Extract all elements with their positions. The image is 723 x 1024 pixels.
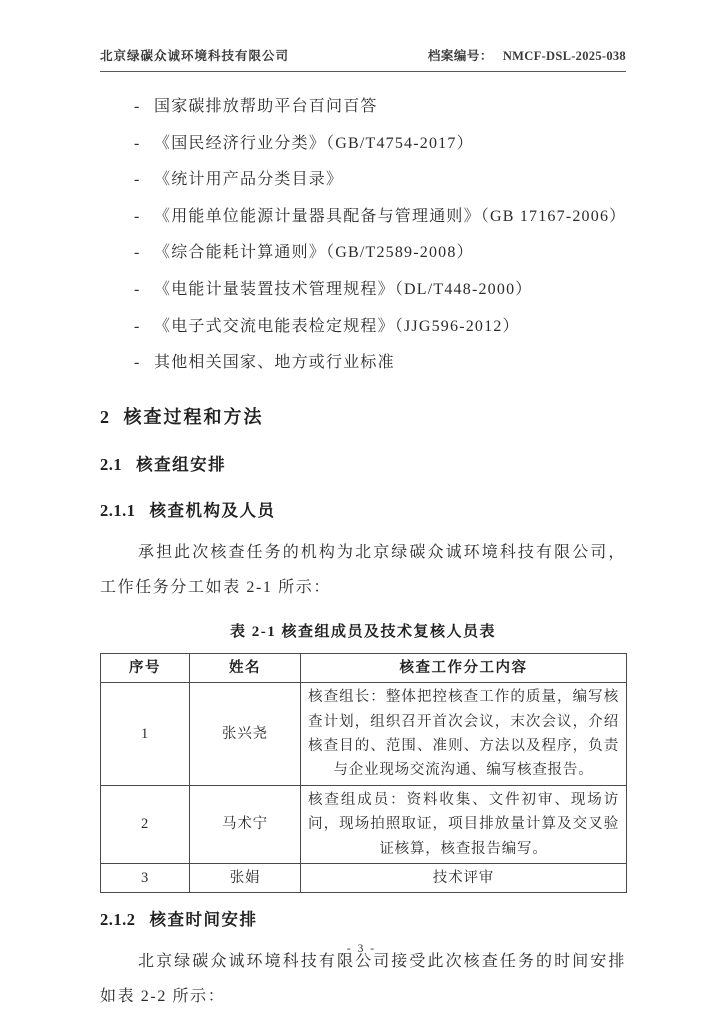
reference-item (134, 345, 626, 382)
heading-title: 核查过程和方法 (123, 406, 264, 427)
reference-item (134, 162, 626, 199)
reference-list (100, 89, 626, 382)
paragraph-schedule-intro: 北京绿碳众诚环境科技有限公司接受此次核查任务的时间安排如表 2-2 所示： (100, 953, 626, 1006)
reference-text: 《用能单位能源计量器具配备与管理通则》（GB 17167-2006） (154, 207, 627, 225)
reference-text: 《综合能耗计算通则》（GB/T2589-2008） (154, 244, 474, 262)
dash-bullet: - (134, 98, 141, 115)
dash-bullet: - (134, 354, 141, 372)
table-row (101, 864, 627, 893)
dash-bullet: - (134, 317, 141, 335)
archive-info (428, 46, 626, 64)
page-number: - 3 - (346, 943, 377, 955)
heading-title: 核查组安排 (136, 454, 227, 474)
dash-bullet: - (134, 134, 141, 152)
reference-text: 国家碳排放帮助平台百问百答 (154, 98, 378, 115)
reference-item (134, 199, 626, 236)
dash-bullet: - (134, 207, 141, 225)
members-table (100, 653, 627, 894)
cell-no: 3 (101, 864, 190, 893)
col-header-duty: 核查工作分工内容 (301, 653, 627, 682)
reference-text: 《电能计量装置技术管理规程》（DL/T448-2000） (154, 280, 533, 298)
cell-name: 马术宁 (190, 785, 301, 863)
cell-duty: 核查组成员：资料收集、文件初审、现场访问，现场拍照取证，项目排放量计算及交叉验证核算，核查报告编写。 (301, 785, 627, 863)
dash-bullet: - (134, 280, 141, 298)
heading-number: 2 (100, 406, 110, 427)
section-heading-org-people (100, 497, 626, 521)
reference-text: 《统计用产品分类目录》 (154, 171, 344, 189)
page-footer (0, 943, 723, 955)
document-header (100, 46, 626, 72)
heading-title: 核查机构及人员 (149, 500, 276, 520)
reference-text: 其他相关国家、地方或行业标准 (154, 354, 395, 372)
paragraph-team-intro: 承担此次核查任务的机构为北京绿碳众诚环境科技有限公司，工作任务分工如表 2-1 所示： (100, 543, 626, 596)
reference-item (134, 309, 626, 346)
archive-number: NMCF-DSL-2025-038 (502, 49, 626, 63)
heading-title: 核查时间安排 (149, 910, 258, 930)
cell-no: 1 (101, 683, 190, 786)
cell-name: 张娟 (190, 864, 301, 893)
section-heading-schedule (100, 906, 626, 930)
page-content (100, 46, 626, 1014)
section-heading-process (100, 403, 626, 429)
heading-number: 2.1 (100, 454, 123, 474)
company-name: 北京绿碳众诚环境科技有限公司 (100, 49, 290, 63)
col-header-no: 序号 (101, 653, 190, 682)
reference-item (134, 235, 626, 272)
reference-item (134, 272, 626, 309)
table-row (101, 785, 627, 863)
table-row (101, 683, 627, 786)
heading-number: 2.1.2 (100, 910, 136, 930)
dash-bullet: - (134, 244, 141, 262)
cell-duty: 核查组长：整体把控核查工作的质量，编写核查计划，组织召开首次会议，末次会议，介绍核查目的、范围、准则、方法以及程序，负责与企业现场交流沟通、编写核查报告。 (301, 683, 627, 786)
cell-duty: 技术评审 (301, 864, 627, 893)
archive-label: 档案编号： (427, 49, 493, 63)
reference-item (134, 89, 626, 126)
reference-text: 《电子式交流电能表检定规程》（JJG596-2012） (154, 317, 520, 335)
section-heading-team (100, 451, 626, 475)
dash-bullet: - (134, 171, 141, 189)
table-header-row (101, 653, 627, 682)
table-caption: 表 2-1 核查组成员及技术复核人员表 (230, 623, 496, 640)
col-header-name: 姓名 (190, 653, 301, 682)
reference-text: 《国民经济行业分类》（GB/T4754-2017） (154, 134, 474, 152)
cell-name: 张兴尧 (190, 683, 301, 786)
reference-item (134, 126, 626, 163)
heading-number: 2.1.1 (100, 500, 136, 520)
cell-no: 2 (101, 785, 190, 863)
